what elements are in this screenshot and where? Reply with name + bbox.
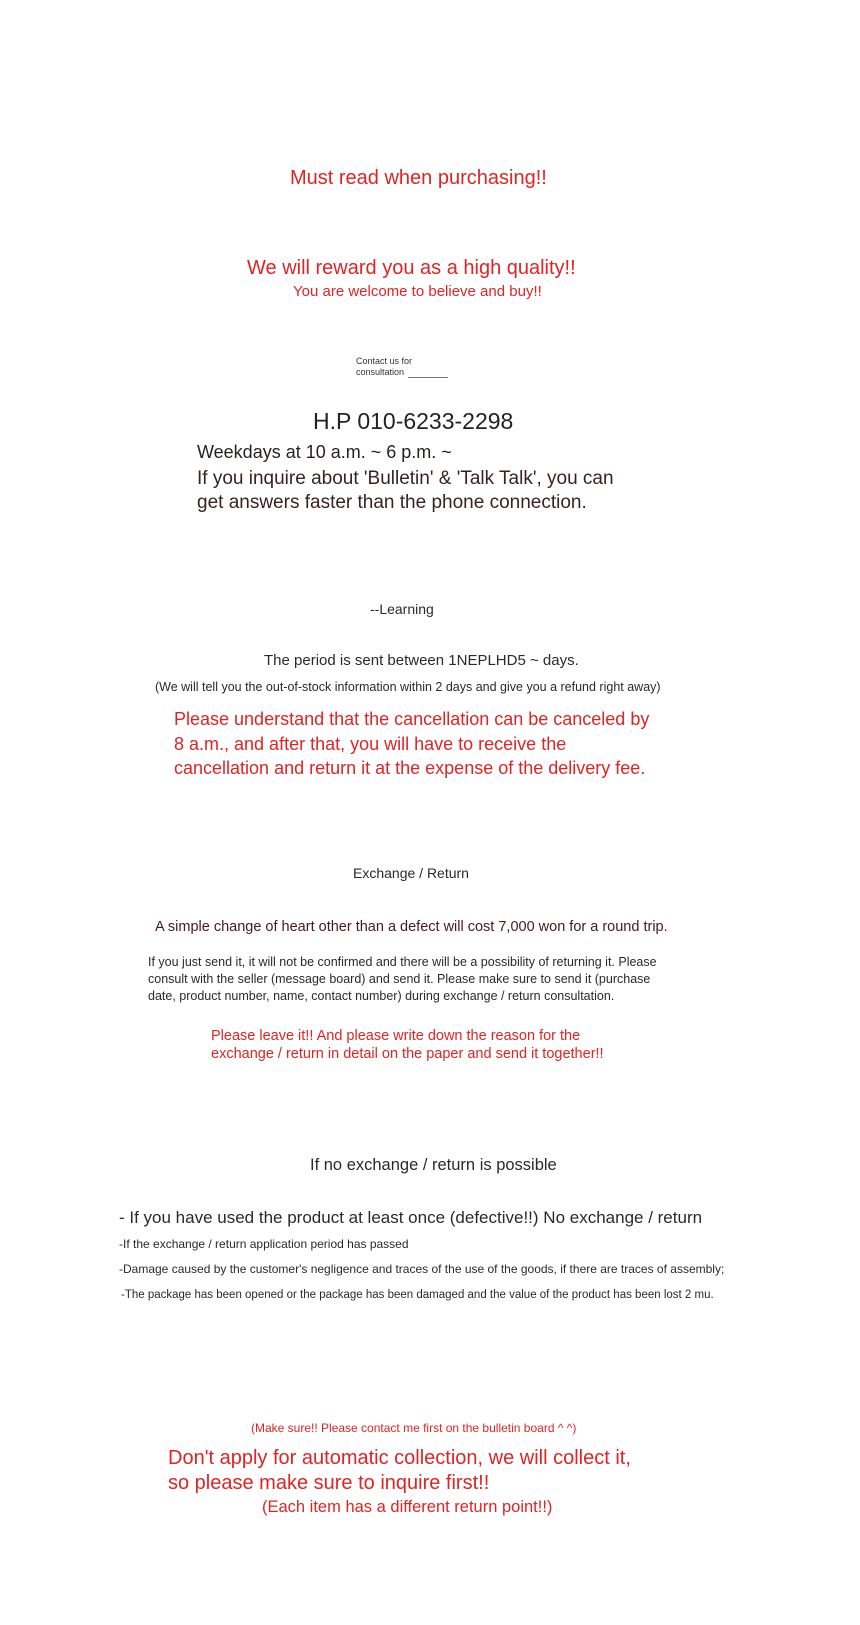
no-exchange-item: -The package has been opened or the package has been damaged and the value of the product has been lost 2 mu. [121, 1289, 714, 1301]
exchange-consult-note: If you just send it, it will not be confirmed and there will be a possibility of returning it. Please consult with the seller (message board) and send it. Please make sure to send it (purchase date, product number, name, contact number) during exchange / return consultation. [148, 955, 657, 1003]
business-hours: Weekdays at 10 a.m. ~ 6 p.m. ~ [197, 442, 452, 462]
no-exchange-item: -If the exchange / return application period has passed [119, 1237, 409, 1251]
no-exchange-heading: If no exchange / return is possible [310, 1156, 557, 1174]
phone-number: H.P 010-6233-2298 [313, 408, 514, 434]
contact-label [356, 356, 448, 378]
shipping-heading: --Learning [370, 601, 434, 617]
reward-subtitle: You are welcome to believe and buy!! [293, 283, 542, 300]
contact-label-line1: Contact us for [356, 356, 413, 366]
no-exchange-item: -Damage caused by the customer's negligence and traces of the use of the goods, if there are traces of assembly; [119, 1262, 725, 1276]
reward-title: We will reward you as a high quality!! [247, 257, 576, 279]
purchase-notice-heading: Must read when purchasing!! [290, 167, 547, 189]
auto-collection-warning-line2: so please make sure to inquire first!! [168, 1472, 490, 1494]
cancellation-notice: Please understand that the cancellation can be canceled by 8 a.m., and after that, you will have to receive the cancellation and return it at the expense of the delivery fee. [174, 709, 650, 778]
no-exchange-item: - If you have used the product at least once (defective!!) No exchange / return [119, 1208, 703, 1227]
contact-first-note: (Make sure!! Please contact me first on the bulletin board ^ ^) [251, 1421, 577, 1435]
inquiry-note: If you inquire about 'Bulletin' & 'Talk Talk', you can get answers faster than the phone connection. [197, 468, 614, 513]
exchange-heading: Exchange / Return [353, 865, 469, 881]
exchange-reason-note: Please leave it!! And please write down the reason for the exchange / return in detail on the paper and send it together!! [211, 1028, 604, 1062]
auto-collection-warning-line1: Don't apply for automatic collection, we will collect it, [168, 1447, 631, 1469]
shipping-period: The period is sent between 1NEPLHD5 ~ days. [264, 652, 579, 669]
return-point-note: (Each item has a different return point!!) [262, 1498, 553, 1516]
exchange-cost-note: A simple change of heart other than a defect will cost 7,000 won for a round trip. [155, 919, 668, 935]
stock-notice: (We will tell you the out-of-stock information within 2 days and give you a refund right away) [155, 680, 661, 694]
contact-label-line2: consultation [356, 367, 448, 378]
